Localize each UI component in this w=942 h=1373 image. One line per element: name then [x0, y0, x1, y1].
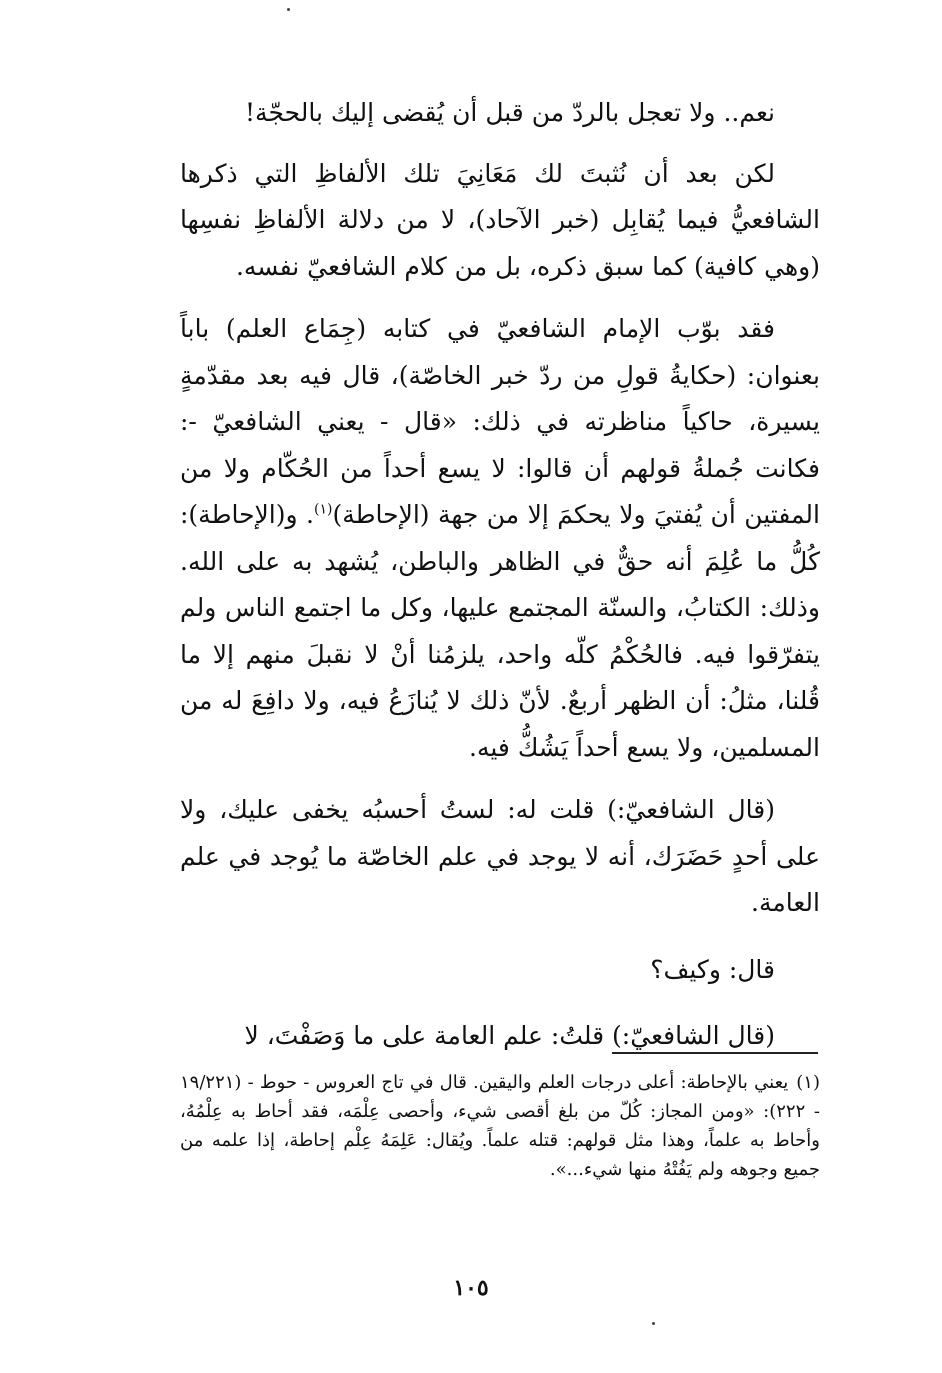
footnote-separator — [612, 1052, 818, 1054]
footnote-reference: (١) — [313, 501, 333, 518]
paragraph-2: لكن بعد أن نُثبتَ لك مَعَانِيَ تلك الألفاظِ التي ذكرها الشافعيُّ فيما يُقابِل (خبر الآحاد)، لا من دلالة الألفاظِ نفسِها (وهي كافية) كما سبق ذكره، بل من كلام الشافعيّ نفسه. — [180, 158, 820, 281]
paragraph-4-body: قال الشافعيّ:) قلت له: لستُ أحسبُه يخفى عليك، ولا على أحدٍ حَضَرَك، أنه لا يوجد في علم الخاصّة ما يُوجد في علم العامة. — [180, 795, 820, 917]
footnote-text: يعني بالإحاطة: أعلى درجات العلم واليقين. قال في تاج العروس - حوط - (١٩/٢٢١ - ٢٢٢): «ومن المجاز: كُلّ من بلغ أقصى شيء، وأحصى عِلْمَه، فقد أحاط به عِلْمُهُ، وأحاط به علماً، وهذا مثل قولهم: قتله علماً. ويُقال: عَلِمَهُ عِلْم إحاطة، إذا علمه من جميع وجوهه ولم يَفُتْهُ منها شيء...». — [180, 1072, 820, 1180]
main-text — [180, 90, 820, 1060]
scan-speck — [287, 8, 290, 11]
paragraph-6: (قال الشافعيّ:) قلتُ: علم العامة على ما وَصَفْتَ، لا — [244, 1021, 775, 1050]
paragraph-3-head: فقد بوّب الإمام الشافعيّ في كتابه (جِمَاع العلم) باباً بعنوان: (حكايةُ قولِ من ردّ خبر الخاصّة)، قال فيه بعد مقدّمةٍ يسيرة، حاكياً مناظرته في ذلك: «قال - يعني الشافعيّ -: فكانت جُملةُ قولهم أن قالوا: لا يسع أحداً من الحُكّام ولا من المفتين أن يُفتيَ ولا يحكمَ إلا من جهة (الإحاطة) — [180, 314, 820, 529]
footnote-block — [180, 1068, 820, 1184]
paragraph-5: قال: وكيف؟ — [650, 954, 775, 984]
page-number: ١٠٥ — [453, 1275, 489, 1301]
scan-speck — [652, 1322, 655, 1325]
paragraph-4 — [180, 787, 820, 927]
paragraph-3-tail: . و(الإحاطة): كُلُّ ما عُلِمَ أنه حقٌّ في الظاهر والباطن، يُشهد به على الله. وذلك: الكتابُ، والسنّة المجتمع عليها، وكل ما اجتمع الناس ولم يتفرّقوا فيه. فالحُكْمُ كلّه واحد، يلزمُنا أنْ لا نقبلَ منهم إلا ما قُلنا، مثلُ: أن الظهر أربعٌ. لأنّ ذلك لا يُنازَعُ فيه، ولا دافِعَ له من المسلمين، ولا يسع أحداً يَشُكُّ فيه. — [180, 500, 820, 762]
paragraph-1: نعم.. ولا تعجل بالردّ من قبل أن يُقضى إليك بالحجّة! — [245, 98, 775, 127]
paragraph-4-open: ( — [765, 795, 775, 824]
paragraph-3 — [180, 306, 820, 771]
footnote-number: (١) — [796, 1072, 820, 1093]
